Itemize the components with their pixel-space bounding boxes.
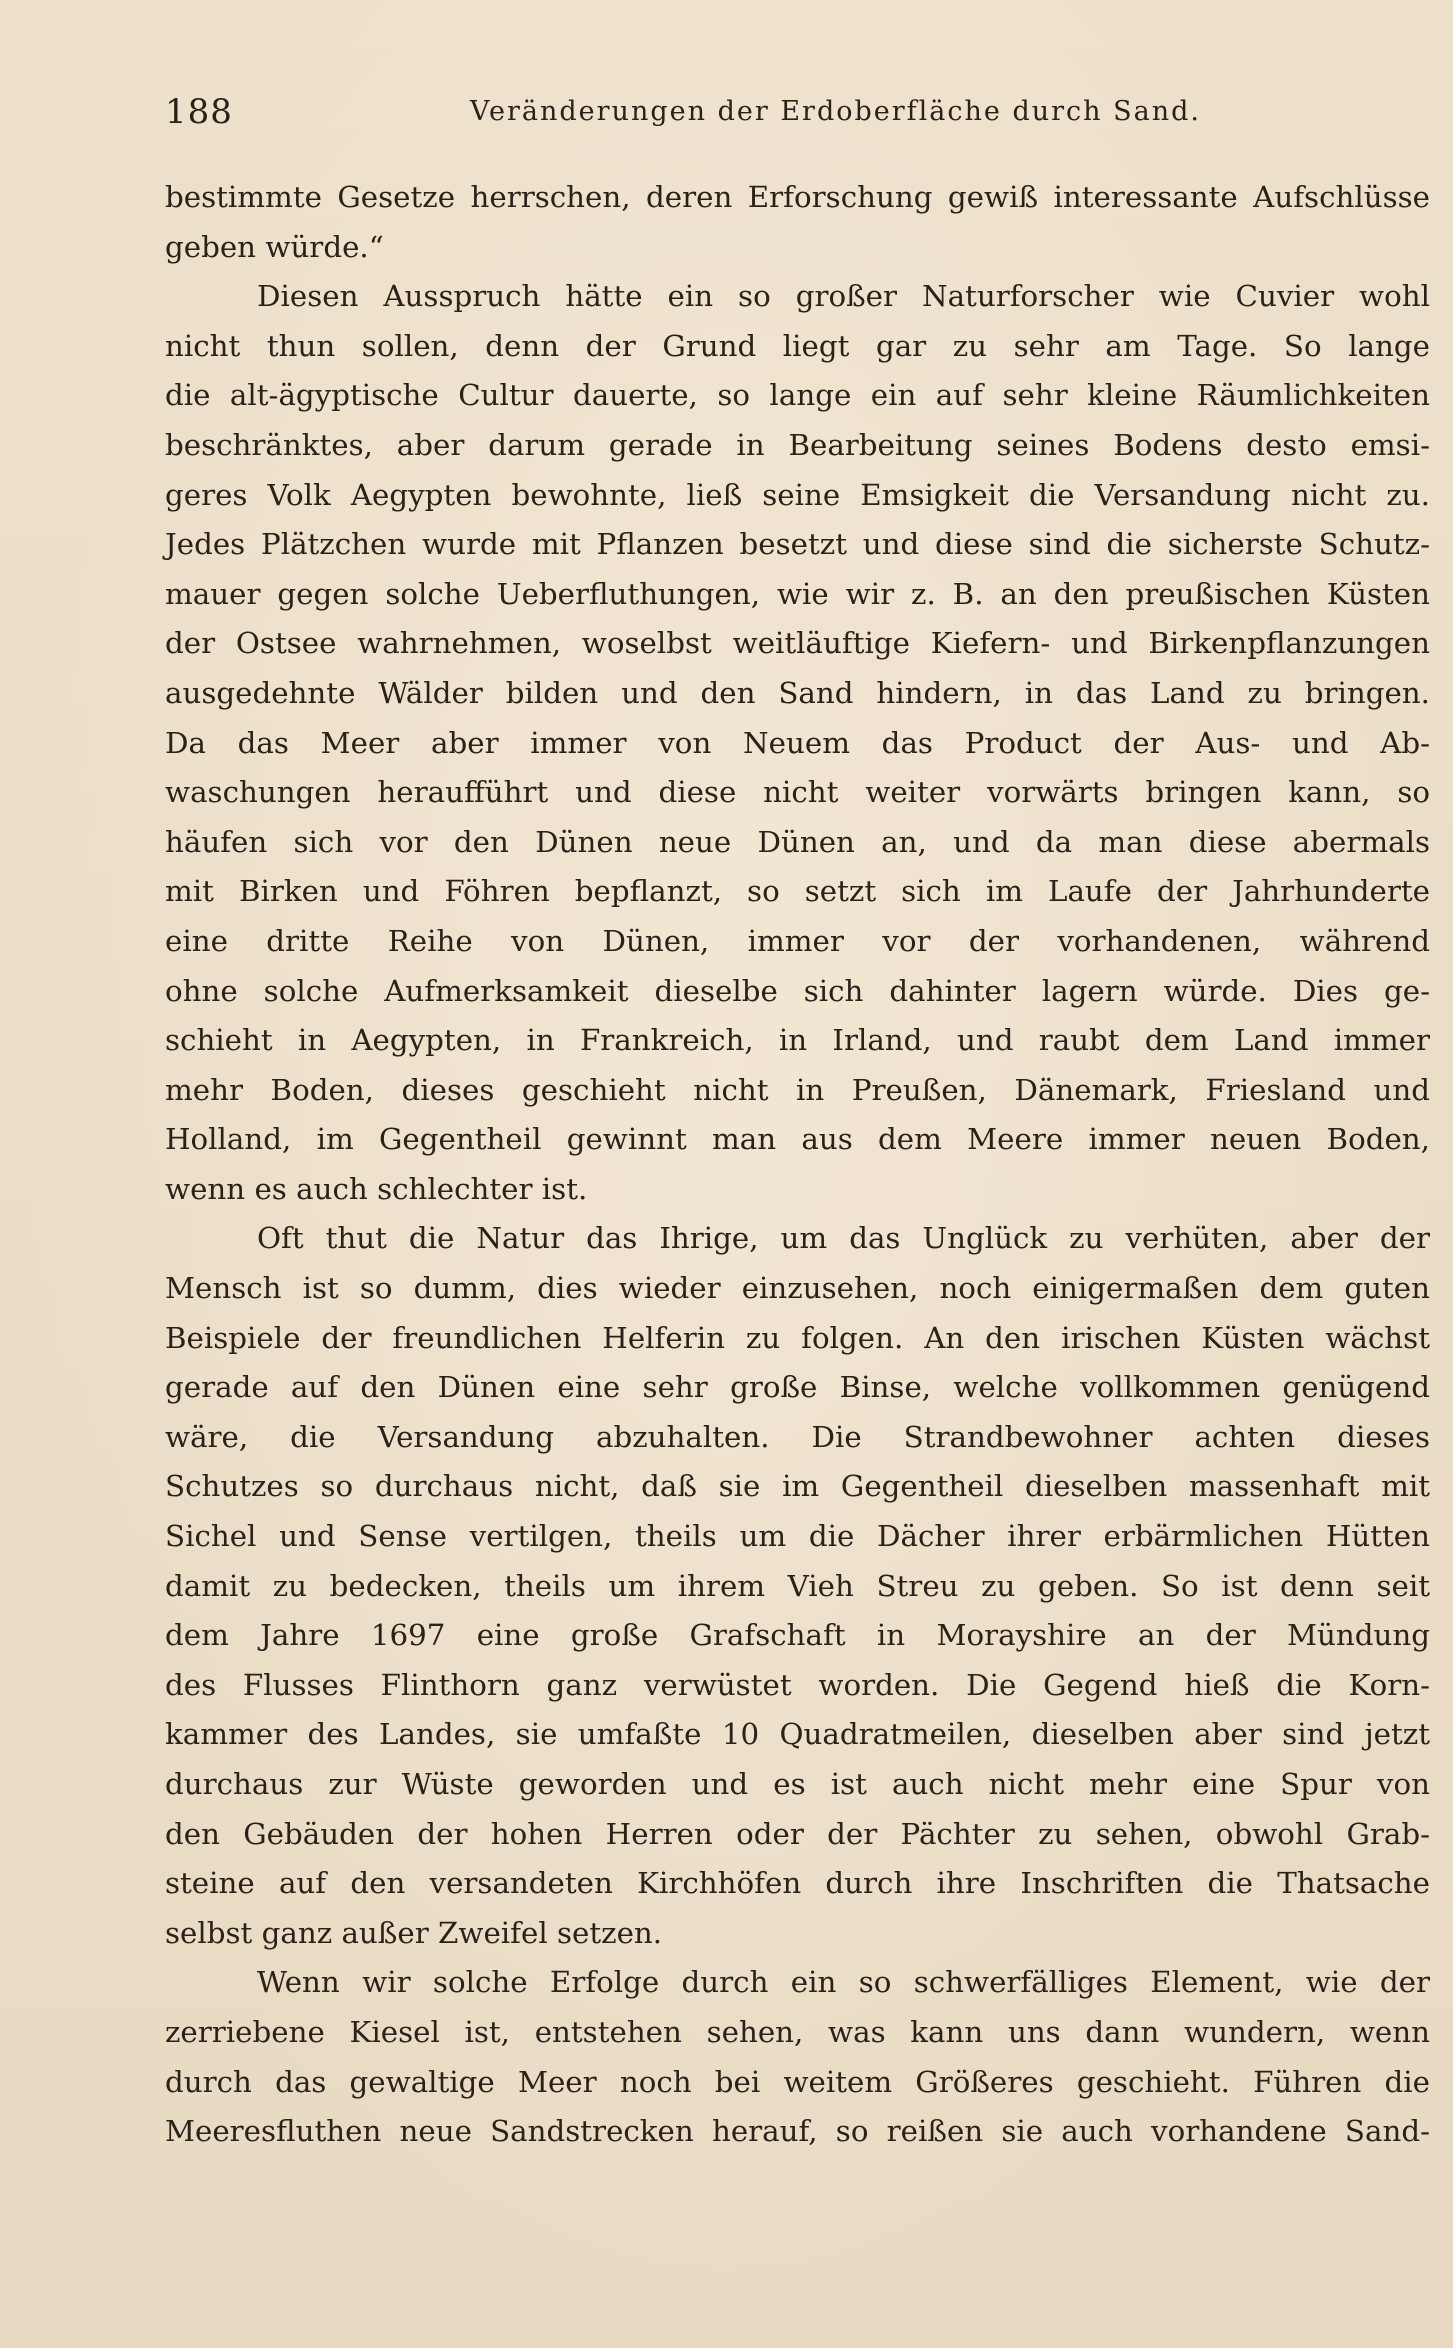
running-title: Veränderungen der Erdoberfläche durch Sand. xyxy=(470,96,1201,127)
text-line: Beispiele der freundlichen Helferin zu folgen. An den irischen Küsten wächst xyxy=(165,1320,1430,1355)
text-line: Schutzes so durchaus nicht, daß sie im Gegentheil dieselben massenhaft mit xyxy=(165,1469,1430,1504)
text-line: waschungen heraufführt und diese nicht weiter vorwärts bringen kann, so xyxy=(165,775,1430,810)
text-line: gerade auf den Dünen eine sehr große Binse, welche vollkommen genügend xyxy=(165,1370,1430,1405)
text-line: durch das gewaltige Meer noch bei weitem Größeres geschieht. Führen die xyxy=(165,2064,1430,2099)
text-line: bestimmte Gesetze herrschen, deren Erforschung gewiß interessante Aufschlüsse xyxy=(165,180,1430,214)
text-line: wäre, die Versandung abzuhalten. Die Strandbewohner achten dieses xyxy=(165,1419,1430,1454)
text-line: geres Volk Aegypten bewohnte, ließ seine Emsigkeit die Versandung nicht zu. xyxy=(165,477,1430,512)
text-line: mauer gegen solche Ueberfluthungen, wie wir z. B. an den preußischen Küsten xyxy=(165,576,1430,611)
text-line: beschränktes, aber darum gerade in Bearbeitung seines Bodens desto emsi- xyxy=(165,427,1430,462)
text-line: ausgedehnte Wälder bilden und den Sand hindern, in das Land zu bringen. xyxy=(165,675,1430,710)
text-line: Mensch ist so dumm, dies wieder einzusehen, noch einigermaßen dem guten xyxy=(165,1271,1430,1306)
text-line: steine auf den versandeten Kirchhöfen durch ihre Inschriften die Thatsache xyxy=(165,1866,1430,1901)
text-line: des Flusses Flinthorn ganz verwüstet worden. Die Gegend hieß die Korn- xyxy=(165,1667,1430,1702)
text-line: dem Jahre 1697 eine große Grafschaft in Morayshire an der Mündung xyxy=(165,1618,1430,1653)
text-line: geben würde.“ xyxy=(165,229,384,264)
text-line: schieht in Aegypten, in Frankreich, in Irland, und raubt dem Land immer xyxy=(165,1023,1430,1058)
text-line: den Gebäuden der hohen Herren oder der Pächter zu sehen, obwohl Grab- xyxy=(165,1816,1430,1851)
text-line: durchaus zur Wüste geworden und es ist auch nicht mehr eine Spur von xyxy=(165,1767,1430,1801)
text-line: der Ostsee wahrnehmen, woselbst weitläuftige Kiefern- und Birkenpflanzungen xyxy=(165,626,1430,661)
text-line: damit zu bedecken, theils um ihrem Vieh Streu zu geben. So ist denn seit xyxy=(165,1568,1430,1603)
text-line: häufen sich vor den Dünen neue Dünen an, und da man diese abermals xyxy=(165,824,1430,859)
text-line: wenn es auch schlechter ist. xyxy=(165,1171,588,1206)
text-line: Sichel und Sense vertilgen, theils um die Dächer ihrer erbärmlichen Hütten xyxy=(165,1519,1430,1554)
text-line: Jedes Plätzchen wurde mit Pflanzen besetzt und diese sind die sicherste Schutz- xyxy=(165,527,1430,562)
text-line: selbst ganz außer Zweifel setzen. xyxy=(165,1915,663,1950)
text-line: Da das Meer aber immer von Neuem das Product der Aus- und Ab- xyxy=(165,725,1430,760)
text-line: nicht thun sollen, denn der Grund liegt gar zu sehr am Tage. So lange xyxy=(165,328,1430,363)
text-line: eine dritte Reihe von Dünen, immer vor der vorhandenen, während xyxy=(165,923,1430,958)
text-line: Meeresfluthen neue Sandstrecken herauf, so reißen sie auch vorhandene Sand- xyxy=(165,2114,1430,2149)
text-line: die alt-ägyptische Cultur dauerte, so lange ein auf sehr kleine Räumlichkeiten xyxy=(165,378,1430,413)
text-line: mehr Boden, dieses geschieht nicht in Preußen, Dänemark, Friesland und xyxy=(165,1072,1430,1107)
page-number: 188 xyxy=(165,92,233,132)
text-line: ohne solche Aufmerksamkeit dieselbe sich dahinter lagern würde. Dies ge- xyxy=(165,973,1430,1008)
text-line: Diesen Ausspruch hätte ein so großer Naturforscher wie Cuvier wohl xyxy=(257,279,1430,314)
text-line: zerriebene Kiesel ist, entstehen sehen, was kann uns dann wundern, wenn xyxy=(165,2014,1430,2049)
text-line: Holland, im Gegentheil gewinnt man aus dem Meere immer neuen Boden, xyxy=(165,1122,1430,1157)
body-text xyxy=(165,173,1430,2157)
text-line: Wenn wir solche Erfolge durch ein so schwerfälliges Element, wie der xyxy=(257,1965,1430,2000)
text-line: Oft thut die Natur das Ihrige, um das Unglück zu verhüten, aber der xyxy=(257,1221,1430,1256)
text-line: kammer des Landes, sie umfaßte 10 Quadratmeilen, dieselben aber sind jetzt xyxy=(165,1717,1430,1752)
page-header xyxy=(165,92,1315,142)
text-line: mit Birken und Föhren bepflanzt, so setzt sich im Laufe der Jahrhunderte xyxy=(165,874,1430,909)
